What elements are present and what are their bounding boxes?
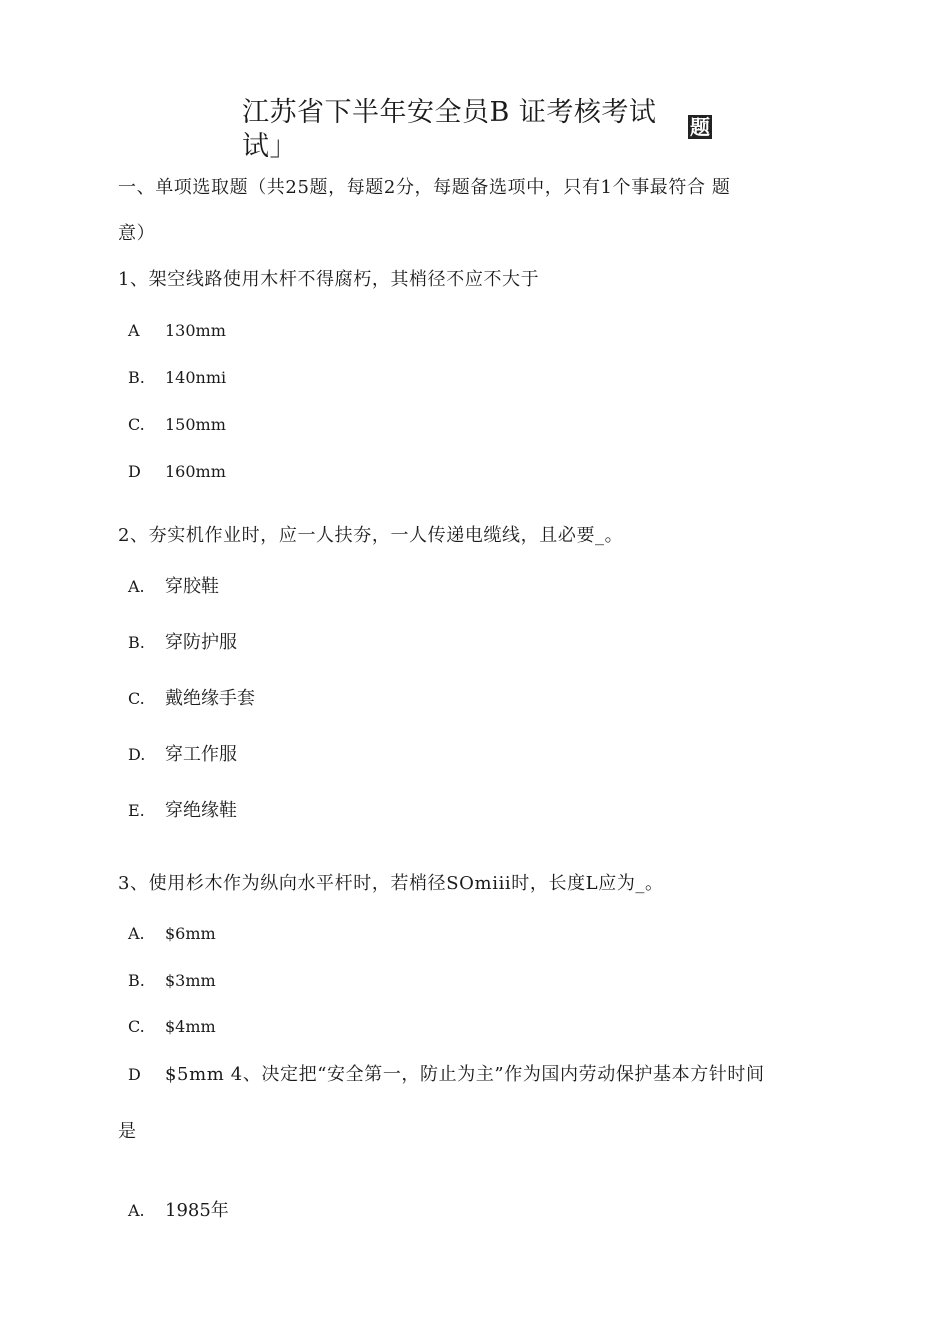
option-label: C. <box>128 1017 145 1036</box>
option-label: B. <box>128 971 145 990</box>
option-label: A. <box>128 924 145 943</box>
question-4-text-continuation: 是 <box>118 1121 137 1142</box>
question-3-option-d <box>128 1064 765 1086</box>
question-4-option-a <box>128 1200 229 1222</box>
option-text: 穿工作服 <box>165 744 237 765</box>
question-1-option-a <box>128 320 226 342</box>
option-text: 150mm <box>165 415 226 434</box>
option-label: D <box>128 462 141 481</box>
option-text: 140nmi <box>165 368 227 387</box>
option-text: 130mm <box>165 321 226 340</box>
section-header-line-2: 意） <box>118 223 156 244</box>
option-label: D. <box>128 745 146 764</box>
question-1-text: 1、架空线路使用木杆不得腐朽，其梢径不应不大于 <box>118 269 540 290</box>
option-label: A. <box>128 577 145 596</box>
question-3-option-b <box>128 970 216 992</box>
option-label: B. <box>128 633 145 652</box>
document-title-line-1: 江苏省下半年安全员B 证考核考试 <box>242 97 657 128</box>
question-1-option-b <box>128 367 226 389</box>
option-label: B. <box>128 368 145 387</box>
option-label: C. <box>128 689 145 708</box>
document-title-line-2: 试」 <box>242 131 297 162</box>
option-text: 穿防护服 <box>165 632 237 653</box>
option-label: E. <box>128 801 145 820</box>
option-text: $6mm <box>165 924 216 943</box>
option-text: $3mm <box>165 971 216 990</box>
title-stamp: 题 <box>690 115 710 139</box>
question-2-option-b <box>128 631 237 655</box>
option-text: $5mm 4、决定把“安全第一，防止为主”作为国内劳动保护基本方针时间 <box>165 1064 765 1085</box>
question-2-option-e <box>128 799 237 823</box>
option-text: 戴绝缘手套 <box>165 688 255 709</box>
question-2-text: 2、夯实机作业时，应一人扶夯，一人传递电缆线，且必要_。 <box>118 525 624 546</box>
section-header-line-1: 一、单项选取题（共25题，每题2分，每题备选项中，只有1个事最符合 题 <box>118 177 731 198</box>
option-text: 1985年 <box>165 1200 229 1221</box>
question-2-option-c <box>128 687 255 711</box>
option-text: 160mm <box>165 462 226 481</box>
option-label: C. <box>128 415 145 434</box>
option-text: $4mm <box>165 1017 216 1036</box>
option-label: D <box>128 1065 142 1084</box>
question-2-option-a <box>128 575 219 599</box>
question-3-text: 3、使用杉木作为纵向水平杆时，若梢径SOmiii时，长度L应为_。 <box>118 873 664 894</box>
option-label: A <box>128 321 140 340</box>
option-label: A. <box>128 1201 145 1220</box>
question-1-option-d <box>128 461 226 483</box>
question-3-option-c <box>128 1016 216 1038</box>
question-2-option-d <box>128 743 237 767</box>
option-text: 穿胶鞋 <box>165 576 219 597</box>
option-text: 穿绝缘鞋 <box>165 800 237 821</box>
question-3-option-a <box>128 923 216 945</box>
question-1-option-c <box>128 414 226 436</box>
